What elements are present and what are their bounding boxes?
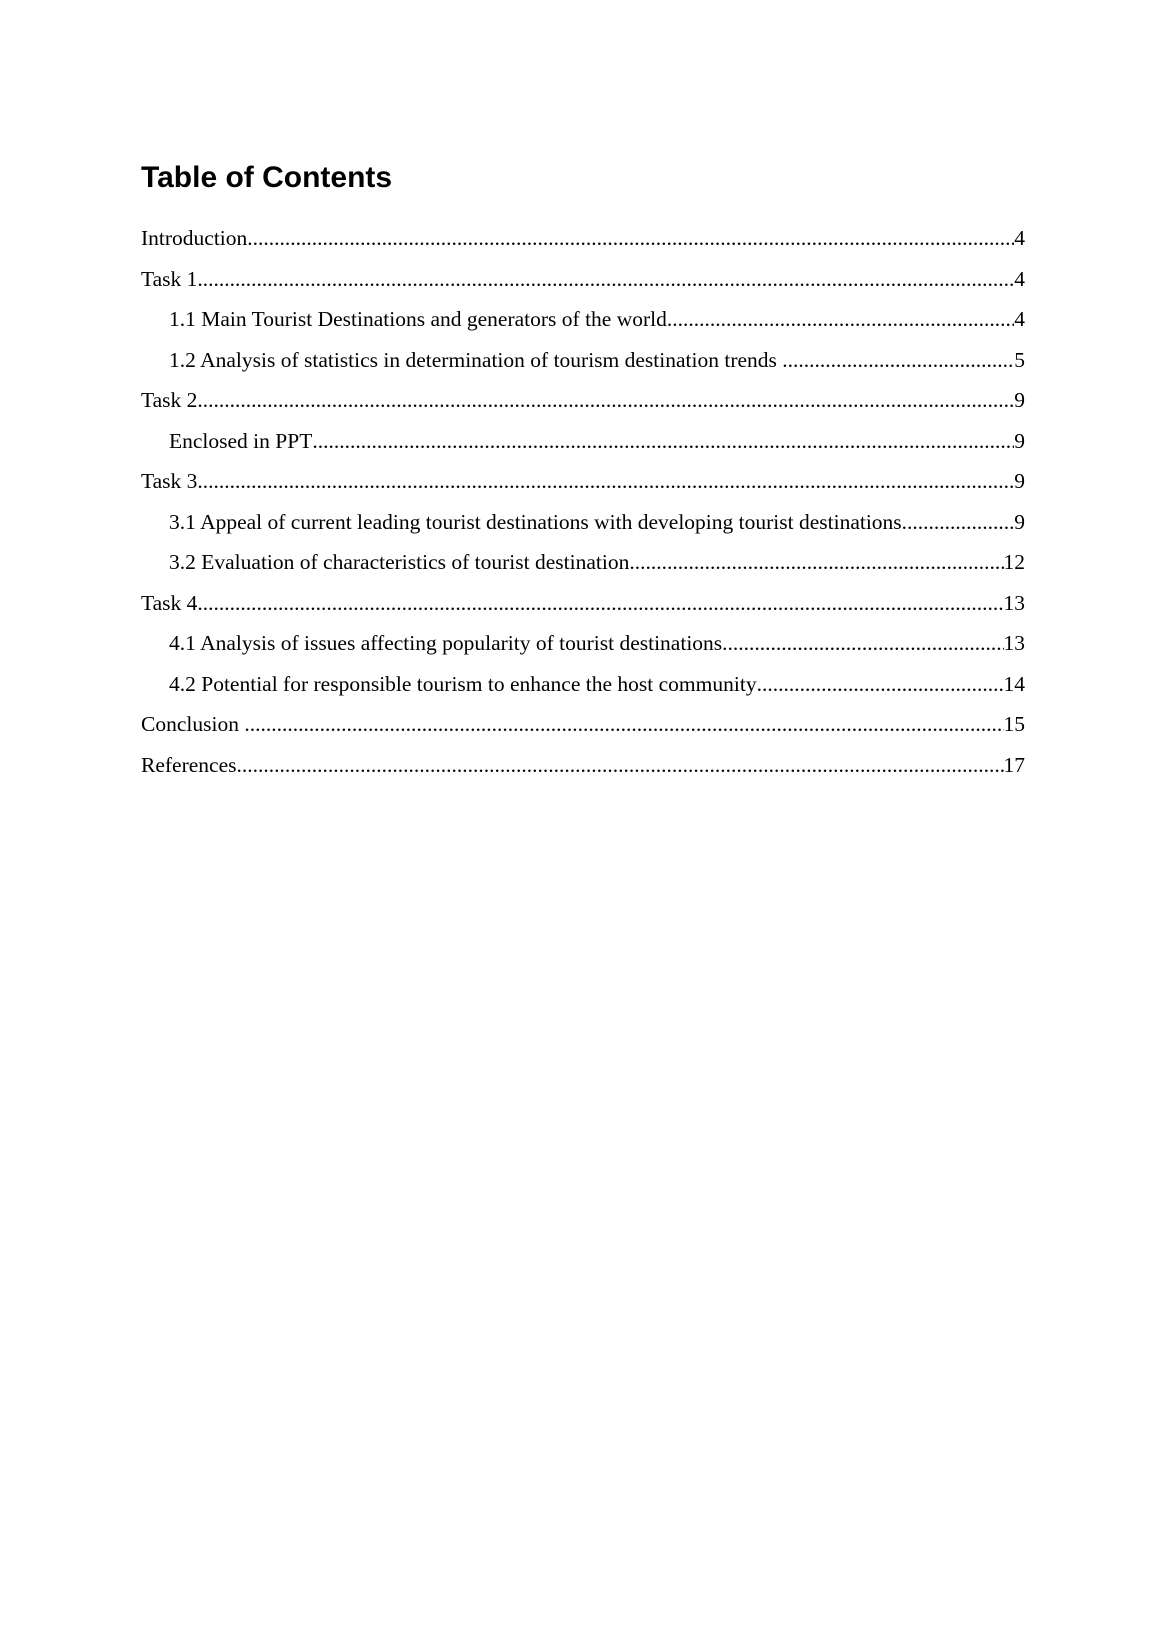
toc-entry-label: Enclosed in PPT — [169, 428, 313, 453]
toc-entry-page: 4 — [1014, 307, 1025, 331]
toc-entry-page: 13 — [1003, 590, 1025, 615]
toc-entry-4-1[interactable] — [141, 631, 1025, 672]
toc-leader-dots — [237, 753, 1004, 778]
toc-leader-dots — [197, 267, 1014, 292]
toc-entry-label: Task 3 — [141, 469, 198, 493]
toc-entry-references[interactable] — [141, 753, 1025, 794]
toc-leader-dots — [667, 307, 1014, 332]
toc-entry-task-2[interactable] — [141, 388, 1025, 429]
toc-leader-dots — [197, 469, 1014, 494]
toc-entry-4-2[interactable] — [141, 672, 1025, 713]
toc-leader-dots — [757, 672, 1004, 697]
toc-leader-dots — [244, 712, 1003, 737]
toc-entry-enclosed-in-ppt[interactable] — [141, 429, 1025, 470]
toc-entry-label: Task 2 — [141, 388, 198, 412]
toc-leader-dots — [247, 226, 1014, 251]
toc-entry-label: Task 1 — [141, 266, 198, 291]
toc-entry-label: 1.1 Main Tourist Destinations and generators of the world — [169, 307, 667, 331]
toc-entry-page: 12 — [1003, 550, 1025, 574]
toc-entry-label: 3.1 Appeal of current leading tourist destinations with developing tourist destinations — [169, 509, 902, 534]
toc-leader-dots — [197, 591, 1003, 616]
toc-list — [141, 226, 1025, 793]
toc-entry-page: 9 — [1014, 388, 1025, 412]
toc-leader-dots — [782, 348, 1014, 373]
toc-entry-label: 1.2 Analysis of statistics in determination of tourism destination trends — [169, 347, 783, 372]
toc-leader-dots — [722, 631, 1003, 656]
toc-entry-page: 14 — [1003, 671, 1025, 696]
toc-entry-1-2[interactable] — [141, 348, 1025, 389]
toc-entry-label: 4.2 Potential for responsible tourism to enhance the host community — [169, 671, 757, 696]
toc-entry-3-1[interactable] — [141, 510, 1025, 551]
toc-entry-label: Conclusion — [141, 712, 245, 736]
toc-entry-conclusion[interactable] — [141, 712, 1025, 753]
toc-leader-dots — [312, 429, 1014, 454]
toc-entry-label: References — [141, 752, 237, 777]
toc-entry-page: 15 — [1003, 712, 1025, 736]
toc-title: Table of Contents — [141, 161, 393, 194]
toc-entry-1-1[interactable] — [141, 307, 1025, 348]
toc-entry-task-3[interactable] — [141, 469, 1025, 510]
toc-entry-label: Introduction — [141, 226, 248, 250]
toc-entry-page: 9 — [1014, 509, 1025, 534]
toc-entry-page: 4 — [1014, 226, 1025, 250]
toc-entry-page: 17 — [1003, 752, 1025, 777]
toc-leader-dots — [197, 388, 1014, 413]
toc-leader-dots — [629, 550, 1003, 575]
toc-entry-task-4[interactable] — [141, 591, 1025, 632]
toc-entry-label: 4.1 Analysis of issues affecting popularity of tourist destinations — [169, 631, 723, 655]
toc-leader-dots — [902, 510, 1015, 535]
toc-entry-page: 5 — [1014, 347, 1025, 372]
toc-entry-page: 9 — [1014, 428, 1025, 453]
toc-entry-label: 3.2 Evaluation of characteristics of tourist destination — [169, 550, 630, 574]
toc-entry-label: Task 4 — [141, 590, 198, 615]
toc-entry-page: 9 — [1014, 469, 1025, 493]
toc-entry-task-1[interactable] — [141, 267, 1025, 308]
toc-entry-page: 13 — [1003, 631, 1025, 655]
toc-entry-introduction[interactable] — [141, 226, 1025, 267]
toc-entry-page: 4 — [1014, 266, 1025, 291]
toc-entry-3-2[interactable] — [141, 550, 1025, 591]
